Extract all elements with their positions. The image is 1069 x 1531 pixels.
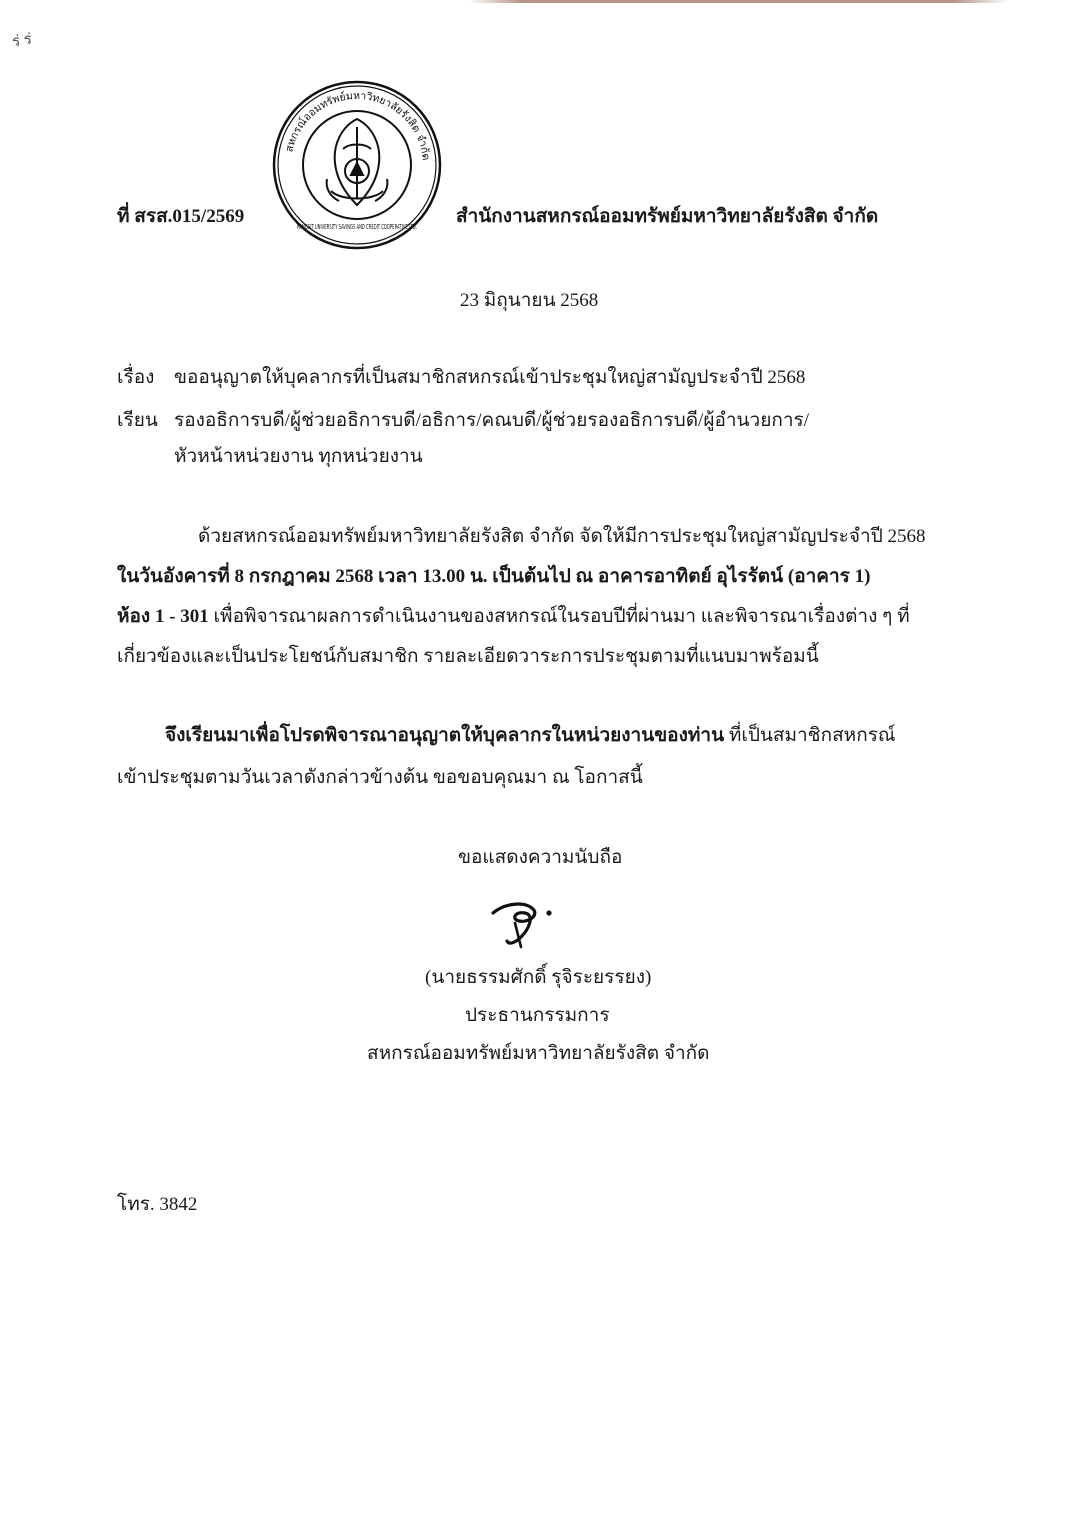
subject-label: เรื่อง — [117, 367, 155, 388]
body2-line-1-rest: ที่เป็นสมาชิกสหกรณ์ — [724, 725, 896, 746]
body1-line-2: ในวันอังคารที่ 8 กรกฎาคม 2568 เวลา 13.00 น. เป็นต้นไป ณ อาคารอาทิตย์ อุไรรัตน์ (อาคาร 1) — [117, 566, 871, 587]
seal-emblem — [327, 119, 388, 205]
organization-header: สำนักงานสหกรณ์ออมทรัพย์มหาวิทยาลัยรังสิต จำกัด — [456, 206, 879, 227]
signer-title: ประธานกรรมการ — [465, 1005, 610, 1026]
closing-text: ขอแสดงความนับถือ — [458, 847, 623, 868]
seal-ring-text: สหกรณ์ออมทรัพย์มหาวิทยาลัยรังสิต จำกัด — [283, 89, 432, 161]
cooperative-seal — [271, 79, 443, 251]
recipient-line-1: รองอธิการบดี/ผู้ช่วยอธิการบดี/อธิการ/คณบดี/ผู้ช่วยรองอธิการบดี/ผู้อำนวยการ/ — [174, 410, 809, 431]
recipient-line-2: หัวหน้าหน่วยงาน ทุกหน่วยงาน — [174, 446, 423, 467]
body1-line-4: เกี่ยวข้องและเป็นประโยชน์กับสมาชิก รายละเอียดวาระการประชุมตามที่แนบมาพร้อมนี้ — [117, 646, 819, 667]
signer-name: (นายธรรมศักดิ์ รุจิระยรรยง) — [425, 967, 652, 988]
document-number: ที่ สรส.015/2569 — [117, 206, 245, 227]
seal-english-text: RANGSIT UNIVERSITY SAVINGS AND CREDIT COOPERATIVE LTD. — [297, 223, 417, 231]
phone-extension: โทร. 3842 — [117, 1194, 198, 1215]
letter-date: 23 มิถุนายน 2568 — [460, 290, 599, 311]
body1-line-3-rest: เพื่อพิจารณาผลการดำเนินงานของสหกรณ์ในรอบปีที่ผ่านมา และพิจารณาเรื่องต่าง ๆ ที่ — [208, 606, 910, 627]
signer-organization: สหกรณ์ออมทรัพย์มหาวิทยาลัยรังสิต จำกัด — [367, 1043, 710, 1064]
body2-line-2: เข้าประชุมตามวันเวลาดังกล่าวข้างต้น ขอขอบคุณมา ณ โอกาสนี้ — [117, 767, 643, 788]
body1-line-1: ด้วยสหกรณ์ออมทรัพย์มหาวิทยาลัยรังสิต จำกัด จัดให้มีการประชุมใหญ่สามัญประจำปี 2568 — [198, 526, 926, 547]
recipient-label: เรียน — [117, 410, 158, 431]
handwritten-signature — [485, 895, 560, 950]
top-border-rule — [468, 0, 1008, 3]
body2-line-1 — [165, 720, 896, 750]
body1-line-3 — [117, 601, 910, 631]
request-statement: จึงเรียนมาเพื่อโปรดพิจารณาอนุญาตให้บุคลากรในหน่วยงานของท่าน — [165, 725, 725, 746]
subject-text: ขออนุญาตให้บุคลากรที่เป็นสมาชิกสหกรณ์เข้าประชุมใหญ่สามัญประจำปี 2568 — [174, 367, 806, 388]
meeting-room: ห้อง 1 - 301 — [117, 606, 209, 627]
corner-mark: ร่ ร่ — [10, 31, 34, 51]
